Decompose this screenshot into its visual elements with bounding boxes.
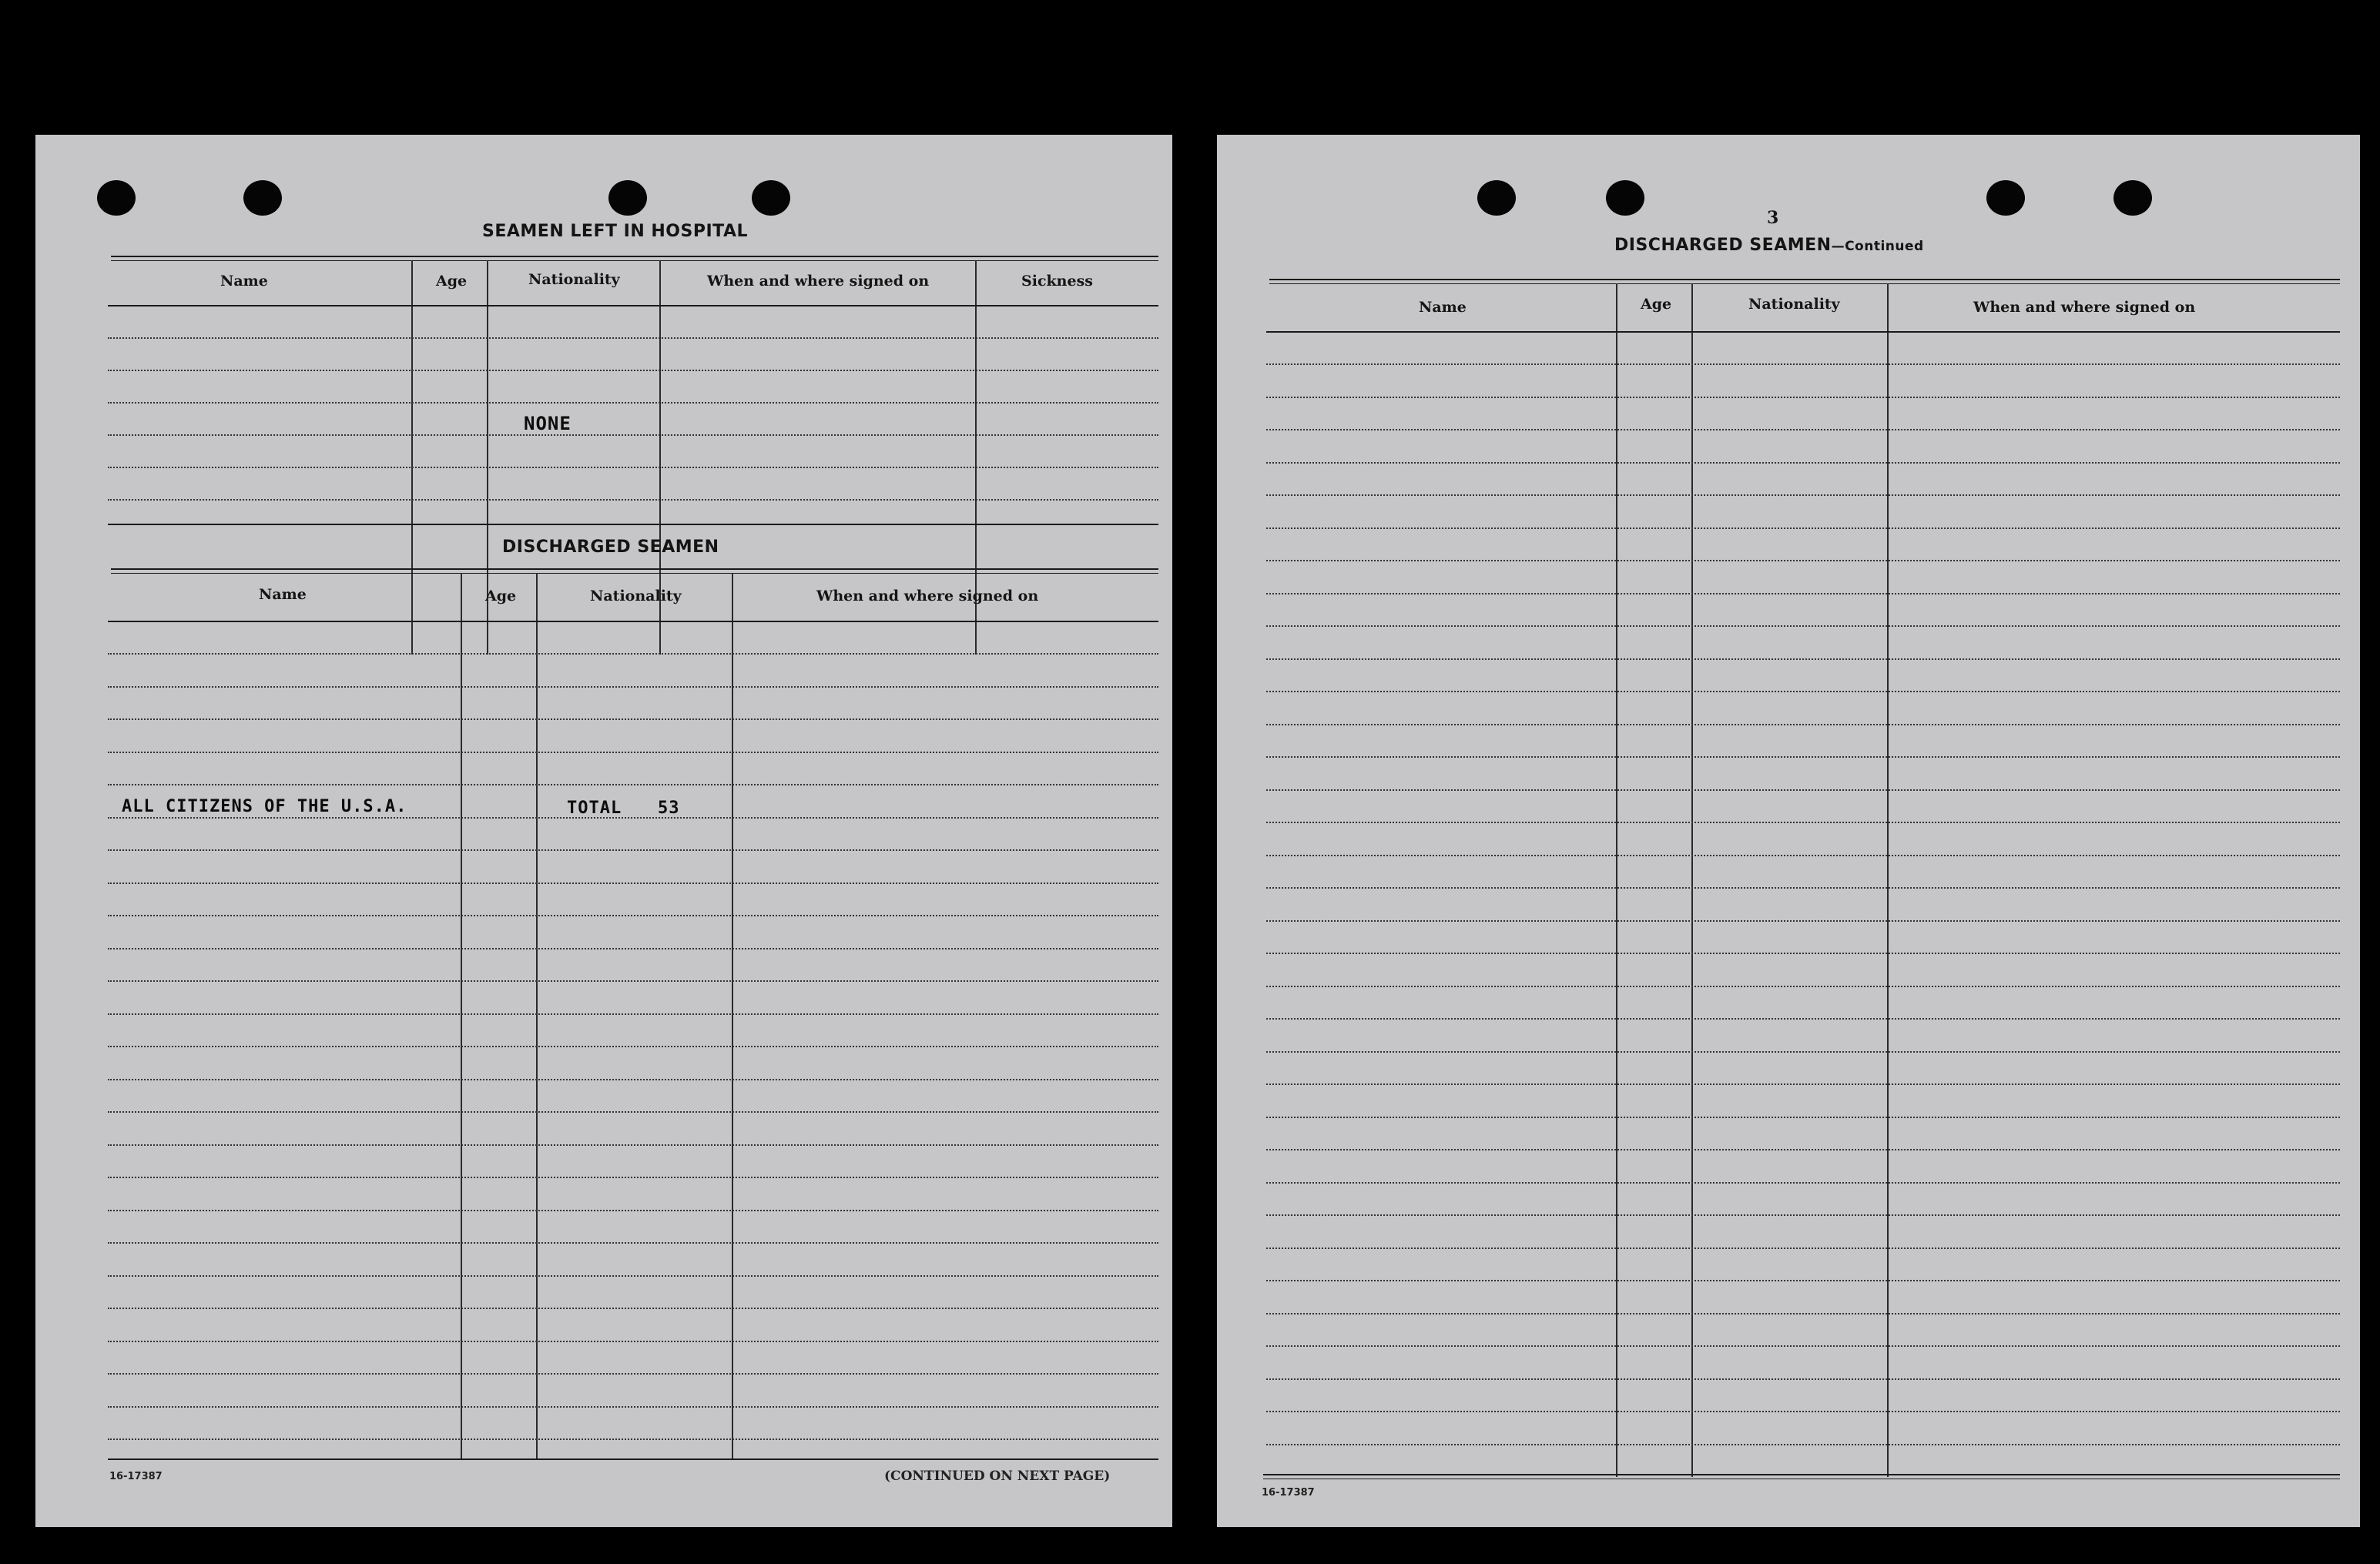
table-row-line — [108, 653, 1158, 655]
discharged-divider — [536, 573, 538, 1460]
discharged-continued-title — [1614, 236, 1924, 255]
right-top-rule-2 — [1269, 283, 2340, 284]
hospital-entry-none: NONE — [524, 413, 572, 434]
table-row-line — [1266, 1345, 2340, 1347]
hospital-col-signed-on: When and where signed on — [707, 273, 930, 290]
hospital-row-line — [108, 434, 1158, 436]
right-col-name: Name — [1419, 299, 1467, 316]
binder-hole — [752, 180, 790, 216]
discharged-section-title: DISCHARGED SEAMEN — [502, 538, 719, 557]
table-row-line — [1266, 855, 2340, 856]
discharged-col-age: Age — [485, 588, 517, 605]
discharged-col-name: Name — [259, 586, 307, 603]
binder-hole — [1477, 180, 1516, 216]
hospital-header-rule — [108, 305, 1158, 306]
table-row-line — [108, 1144, 1158, 1146]
continued-note: (CONTINUED ON NEXT PAGE) — [884, 1469, 1111, 1484]
hospital-row-line — [108, 467, 1158, 468]
hospital-row-line — [108, 370, 1158, 371]
table-row-line — [1266, 986, 2340, 987]
right-col-signed-on: When and where signed on — [1973, 299, 2196, 316]
table-row-line — [1266, 1444, 2340, 1445]
hospital-bottom-rule — [108, 524, 1158, 525]
page-number: 3 — [1767, 208, 1779, 228]
table-row-line — [1266, 953, 2340, 954]
hospital-col-name: Name — [220, 273, 268, 290]
table-row-line — [1266, 1051, 2340, 1053]
discharged-divider — [461, 573, 462, 1460]
table-row-line — [108, 1046, 1158, 1047]
hospital-col-nationality: Nationality — [528, 271, 620, 288]
title-main: DISCHARGED SEAMEN — [1614, 236, 1832, 255]
hospital-top-rule — [111, 256, 1158, 257]
discharged-col-nationality: Nationality — [590, 588, 682, 605]
discharged-divider — [732, 573, 733, 1460]
table-row-line — [108, 1013, 1158, 1015]
table-row-line — [1266, 1313, 2340, 1314]
table-row-line — [1266, 429, 2340, 430]
discharged-col-signed-on: When and where signed on — [816, 588, 1039, 605]
table-row-line — [108, 1341, 1158, 1342]
form-number-right: 16-17387 — [1262, 1487, 1315, 1499]
right-bottom-rule — [1263, 1474, 2340, 1475]
table-row-line — [1266, 1248, 2340, 1249]
total-value: 53 — [658, 799, 680, 818]
table-row-line — [108, 1079, 1158, 1080]
table-row-line — [108, 752, 1158, 753]
table-row-line — [1266, 1214, 2340, 1216]
table-row-line — [108, 948, 1158, 949]
table-row-line — [108, 1308, 1158, 1309]
table-row-line — [1266, 462, 2340, 464]
right-col-nationality: Nationality — [1748, 296, 1840, 313]
total-label: TOTAL — [567, 799, 622, 818]
left-page — [35, 135, 1172, 1527]
right-col-age: Age — [1641, 296, 1672, 313]
table-row-line — [1266, 1149, 2340, 1150]
table-row-line — [1266, 887, 2340, 889]
table-row-line — [1266, 494, 2340, 496]
hospital-row-line — [108, 402, 1158, 404]
table-row-line — [1266, 658, 2340, 660]
table-row-line — [1266, 724, 2340, 725]
table-row-line — [108, 784, 1158, 785]
table-row-line — [1266, 1083, 2340, 1085]
binder-hole — [2114, 180, 2152, 216]
hospital-top-rule-2 — [111, 260, 1158, 261]
table-row-line — [108, 1406, 1158, 1408]
table-row-line — [1266, 1411, 2340, 1412]
table-row-line — [108, 1177, 1158, 1178]
table-row-line — [108, 1242, 1158, 1244]
binder-hole — [1986, 180, 2025, 216]
binder-hole — [97, 180, 136, 216]
table-row-line — [1266, 756, 2340, 758]
table-row-line — [1266, 1280, 2340, 1281]
right-header-rule — [1266, 331, 2340, 333]
hospital-col-sickness: Sickness — [1021, 273, 1093, 290]
table-row-line — [1266, 593, 2340, 594]
table-row-line — [108, 980, 1158, 982]
binder-hole — [243, 180, 282, 216]
hospital-row-line — [108, 337, 1158, 339]
table-row-line — [108, 1373, 1158, 1375]
table-row-line — [108, 1111, 1158, 1113]
table-row-line — [108, 686, 1158, 688]
right-page — [1217, 135, 2360, 1527]
discharged-top-rule-2 — [111, 573, 1158, 574]
table-row-line — [108, 1210, 1158, 1211]
hospital-row-line — [108, 499, 1158, 501]
form-number: 16-17387 — [109, 1471, 163, 1482]
binder-hole — [1606, 180, 1644, 216]
hospital-col-age: Age — [436, 273, 468, 290]
table-row-line — [1266, 397, 2340, 398]
table-row-line — [108, 718, 1158, 720]
table-row-line — [108, 817, 1158, 819]
table-row-line — [1266, 363, 2340, 365]
table-row-line — [1266, 789, 2340, 791]
right-top-rule — [1269, 279, 2340, 280]
citizenship-note: ALL CITIZENS OF THE U.S.A. — [122, 797, 407, 816]
table-row-line — [108, 882, 1158, 884]
discharged-top-rule — [111, 568, 1158, 570]
table-row-line — [108, 1438, 1158, 1440]
hospital-section-title: SEAMEN LEFT IN HOSPITAL — [482, 222, 749, 241]
discharged-header-rule — [108, 621, 1158, 622]
binder-hole — [608, 180, 647, 216]
table-row-line — [108, 1275, 1158, 1277]
table-row-line — [1266, 1018, 2340, 1020]
table-row-line — [1266, 625, 2340, 627]
table-row-line — [1266, 1117, 2340, 1118]
table-row-line — [108, 849, 1158, 851]
table-row-line — [1266, 1378, 2340, 1380]
table-row-line — [1266, 527, 2340, 529]
table-row-line — [1266, 560, 2340, 561]
table-row-line — [1266, 691, 2340, 692]
discharged-bottom-rule — [108, 1459, 1158, 1460]
hospital-divider — [411, 260, 413, 655]
table-row-line — [1266, 920, 2340, 922]
title-continued: —Continued — [1831, 239, 1924, 254]
table-row-line — [1266, 1182, 2340, 1184]
table-row-line — [108, 915, 1158, 916]
table-row-line — [1266, 822, 2340, 823]
